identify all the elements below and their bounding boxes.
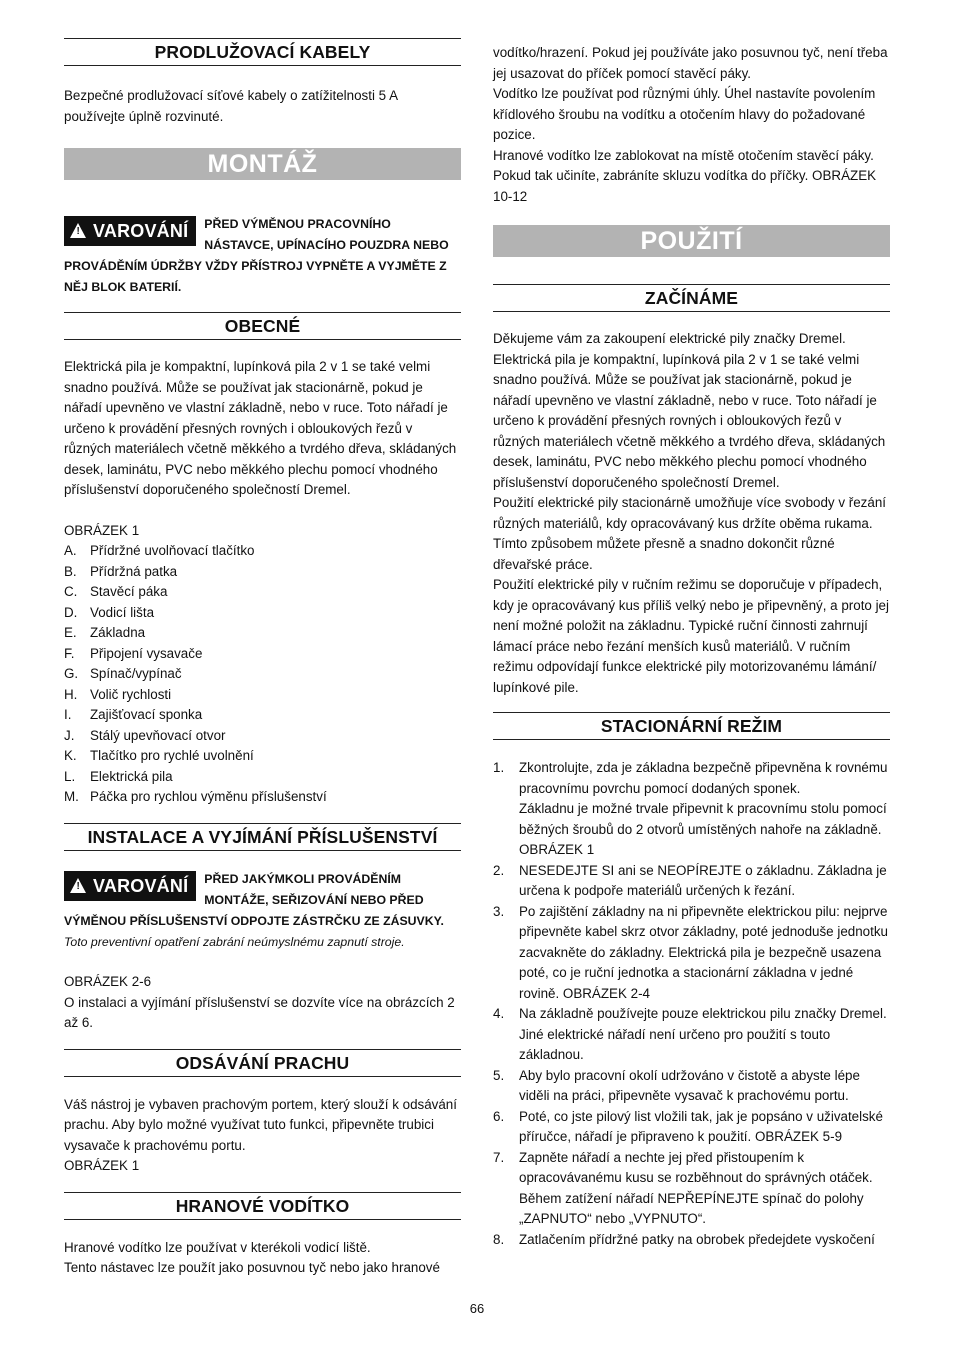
step-number: 2. — [493, 862, 505, 878]
list-item-key: H. — [64, 686, 78, 702]
list-item — [64, 603, 461, 624]
steps-list — [493, 758, 890, 1250]
step-text: Zkontrolujte, zda je základna bezpečně připevněna k rovnému pracovnímu povrchu pomocí dodaných sponek. — [519, 760, 888, 796]
page-number: 66 — [469, 1301, 485, 1316]
list-item — [64, 623, 461, 644]
step-number: 1. — [493, 760, 505, 775]
step-item — [493, 758, 890, 861]
list-item-key: B. — [64, 563, 77, 579]
step-body — [519, 758, 890, 861]
step-item — [493, 861, 890, 902]
section-heading-dust: ODSÁVÁNÍ PRACHU — [64, 1049, 461, 1077]
edge-guide-continued-3: Hranové vodítko lze zablokovat na místě otočením stavěcí páky. Pokud tak učiníte, zabráníte skluzu vodítka do příčky. OBRÁZEK 10-12 — [493, 147, 877, 204]
section-heading-general: OBECNÉ — [64, 312, 461, 340]
list-item-key: A. — [64, 543, 77, 558]
warning-italic-note: Toto preventivní opatření zabrání neúmyslnému zapnutí stroje. — [64, 934, 405, 949]
edge-guide-continued-2: Vodítko lze používat pod různými úhly. Úhel nastavíte povolením křídlového šroubu na vodítku a otočením hlavy do požadované pozice. — [493, 86, 876, 142]
step-number: 4. — [493, 1006, 505, 1021]
list-item — [64, 787, 461, 808]
accessories-text: O instalaci a vyjímání příslušenství se dozvíte více na obrázcích 2 až 6. — [64, 994, 455, 1030]
step-body — [519, 1230, 875, 1251]
list-item-text: Přídržná patka — [90, 563, 178, 579]
step-item — [493, 1148, 890, 1230]
step-text: Zatlačením přídržné patky na obrobek předejdete vyskočení — [519, 1231, 875, 1247]
section-heading-stationary: STACIONÁRNÍ REŽIM — [493, 712, 890, 740]
step-body — [519, 1107, 890, 1148]
list-item-text: Stálý upevňovací otvor — [90, 727, 226, 743]
dust-figure-label: OBRÁZEK 1 — [64, 1158, 140, 1173]
step-body — [519, 1066, 890, 1107]
warning-text: PŘED VÝMĚNOU PRACOVNÍHO NÁSTAVCE, UPÍNACÍHO POUZDRA NEBO PROVÁDĚNÍM ÚDRŽBY VŽDY PŘÍSTROJ VYPNĚTE A VYJMĚTE Z NĚJ BLOK BATERIÍ. — [64, 217, 449, 294]
list-item-text: Zajišťovací sponka — [90, 707, 203, 722]
list-item-text: Přídržné uvolňovací tlačítko — [90, 543, 255, 558]
list-item — [64, 726, 461, 747]
figure-1-label: OBRÁZEK 1 — [64, 522, 140, 538]
list-item — [64, 746, 461, 767]
heading-montaz: MONTÁŽ — [64, 148, 461, 180]
step-number: 3. — [493, 903, 505, 919]
step-number: 6. — [493, 1108, 505, 1124]
list-item-key: I. — [64, 707, 72, 722]
step-item — [493, 902, 890, 1005]
step-text: Poté, co jste pilový list vložili tak, jak je popsáno v uživatelské příručce, nářadí je připraveno k použití. OBRÁZEK 5-9 — [519, 1108, 883, 1144]
parts-list — [64, 541, 461, 808]
list-item — [64, 582, 461, 603]
list-item — [64, 685, 461, 706]
right-column — [493, 43, 890, 1250]
edge-guide-continued-1: vodítko/hrazení. Pokud jej používáte jako posuvnou tyč, není třeba jej usazovat do příček pomocí stavěcí páky. — [493, 45, 888, 81]
list-item-text: Elektrická pila — [90, 768, 173, 784]
extension-cables-text: Bezpečné prodlužovací síťové kabely o zatížitelnosti 5 A používejte úplně rozvinuté. — [64, 88, 398, 124]
step-text: Na základně používejte pouze elektrickou pilu značky Dremel. Jiné elektrické nářadí není určeno pro použití s touto základnou. — [519, 1006, 887, 1062]
step-number: 5. — [493, 1067, 505, 1083]
list-item-key: J. — [64, 727, 75, 743]
figure-2-6-label: OBRÁZEK 2-6 — [64, 974, 152, 989]
warning-text: PŘED JAKÝMKOLI PROVÁDĚNÍM MONTÁŽE, SEŘIZOVÁNÍ NEBO PŘED VÝMĚNOU PŘÍSLUŠENSTVÍ ODPOJTE ZÁSTRČKU ZE ZÁSUVKY. — [64, 871, 444, 928]
step-text-extra: Základnu je možné trvale připevnit k pracovnímu stolu pomocí běžných šroubů do 2 otvorů umístěných nahoře na základně. OBRÁZEK 1 — [519, 801, 887, 857]
step-text: NESEDEJTE SI ani se NEOPÍREJTE o základnu. Základna je určena k podpoře materiálů určených k řezání. — [519, 862, 887, 898]
getting-started-p1: Děkujeme vám za zakoupení elektrické pily značky Dremel. Elektrická pila je kompaktní, lupínková pila 2 v 1 se také velmi snadno používá. Může se používat jak stacionárně, pokud je nářadí upevněno ve vlastní základně, nebo v ruce. Toto nářadí je určeno k provádění přesných rovných i obloukových řezů v různých materiálech včetně měkkého a tvrdého dřeva, skládaných desek, laminátu, PVC nebo měkkého plechu pomocí vhodného příslušenství doporučeného společností Dremel. — [493, 331, 886, 490]
list-item — [64, 767, 461, 788]
list-item-text: Stavěcí páka — [90, 584, 168, 599]
step-body — [519, 1004, 890, 1066]
edge-guide-text-2: Tento nástavec lze použít jako posuvnou tyč nebo jako hranové — [64, 1260, 440, 1275]
step-item — [493, 1004, 890, 1066]
step-body — [519, 1148, 890, 1230]
list-item-text: Volič rychlosti — [90, 686, 172, 702]
step-text: Po zajištění základny na ni připevněte elektrickou pilu: nejprve připevněte kabel skrz otvor základny, poté jednoduše jednotku zacvakněte do základny. Elektrická pila je bezpečně usazena poté, co je ruční jednotka a stacionární základna v jedné rovině. OBRÁZEK 2-4 — [519, 903, 888, 1001]
warning-badge: ! VAROVÁNÍ — [64, 871, 196, 901]
step-text: Aby bylo pracovní okolí udržováno v čistotě a abyste lépe viděli na práci, připevněte vysavač k prachovému portu. — [519, 1067, 860, 1103]
getting-started-p2: Použití elektrické pily stacionárně umožňuje více svobody v řezání různých materiálů, kdy opracovávaný kus držíte oběma rukama. Tímto způsobem můžete přesně a snadno dokončit různé dřevařské práce. — [493, 495, 886, 572]
step-item — [493, 1107, 890, 1148]
warning-badge: ! VAROVÁNÍ — [64, 216, 196, 246]
warning-triangle-icon: ! — [70, 878, 86, 893]
list-item-key: C. — [64, 584, 78, 599]
list-item-key: G. — [64, 666, 79, 681]
list-item — [64, 664, 461, 685]
getting-started-p3: Použití elektrické pily v ručním režimu se doporučuje v případech, kdy je opracovávaný kus příliš velký nebo je připevněný, a proto jej není možné položit na základnu. Typické ruční činnosti zahrnují lámací práce nebo řezání menších kusů materiálů. V ručním režimu odpovídají funkce elektrické pily motorizovanému lámání/ lupínkové pile. — [493, 577, 889, 695]
section-heading-getting-started: ZAČÍNÁME — [493, 284, 890, 312]
step-number: 7. — [493, 1149, 505, 1165]
left-column — [64, 38, 461, 1279]
step-item — [493, 1066, 890, 1107]
list-item-key: E. — [64, 625, 77, 640]
section-heading-extension-cables: PRODLUŽOVACÍ KABELY — [64, 38, 461, 66]
list-item-text: Tlačítko pro rychlé uvolnění — [90, 748, 254, 763]
list-item-key: D. — [64, 604, 78, 620]
warning-block-2 — [64, 869, 461, 932]
list-item-key: M. — [64, 789, 79, 804]
list-item-text: Základna — [90, 625, 146, 640]
edge-guide-text-1: Hranové vodítko lze používat v kterékoli vodicí liště. — [64, 1239, 371, 1255]
dust-text: Váš nástroj je vybaven prachovým portem, který slouží k odsávání prachu. Aby bylo možné využívat tuto funkci, připevněte trubici vysavače k prachovému portu. — [64, 1096, 457, 1153]
list-item-text: Páčka pro rychlou výměnu příslušenství — [90, 789, 327, 804]
step-text: Zapněte nářadí a nechte jej před přistoupením k opracovávanému kusu se rozběhnout do správných otáček. Během zatížení nářadí NEPŘEPÍNEJTE spínač do polohy „ZAPNUTO“ nebo „VYPNUTO“. — [519, 1149, 873, 1226]
list-item-text: Spínač/vypínač — [90, 666, 182, 681]
list-item-key: F. — [64, 645, 75, 661]
list-item-key: L. — [64, 768, 76, 784]
list-item-text: Připojení vysavače — [90, 645, 203, 661]
section-heading-edge-guide: HRANOVÉ VODÍTKO — [64, 1192, 461, 1220]
step-item — [493, 1230, 890, 1251]
heading-pouziti: POUŽITÍ — [493, 225, 890, 257]
step-body — [519, 902, 890, 1005]
section-heading-accessories: INSTALACE A VYJÍMÁNÍ PŘÍSLUŠENSTVÍ — [64, 823, 461, 851]
list-item — [64, 644, 461, 665]
warning-triangle-icon: ! — [70, 223, 86, 238]
list-item — [64, 541, 461, 562]
list-item-text: Vodicí lišta — [90, 604, 155, 620]
general-text: Elektrická pila je kompaktní, lupínková pila 2 v 1 se také velmi snadno používá. Může se používat jak stacionárně, pokud je nářadí upevněno ve vlastní základně, nebo v ruce. Toto nářadí je určeno k provádění přesných rovných i obloukových řezů v různých materiálech včetně měkkého a tvrdého dřeva, skládaných desek, laminátu, PVC nebo měkkého plechu pomocí vhodného příslušenství doporučeného společností Dremel. — [64, 359, 457, 497]
list-item-key: K. — [64, 748, 77, 763]
step-number: 8. — [493, 1231, 505, 1247]
list-item — [64, 562, 461, 583]
warning-block-1 — [64, 214, 461, 298]
step-body — [519, 861, 890, 902]
list-item — [64, 705, 461, 726]
